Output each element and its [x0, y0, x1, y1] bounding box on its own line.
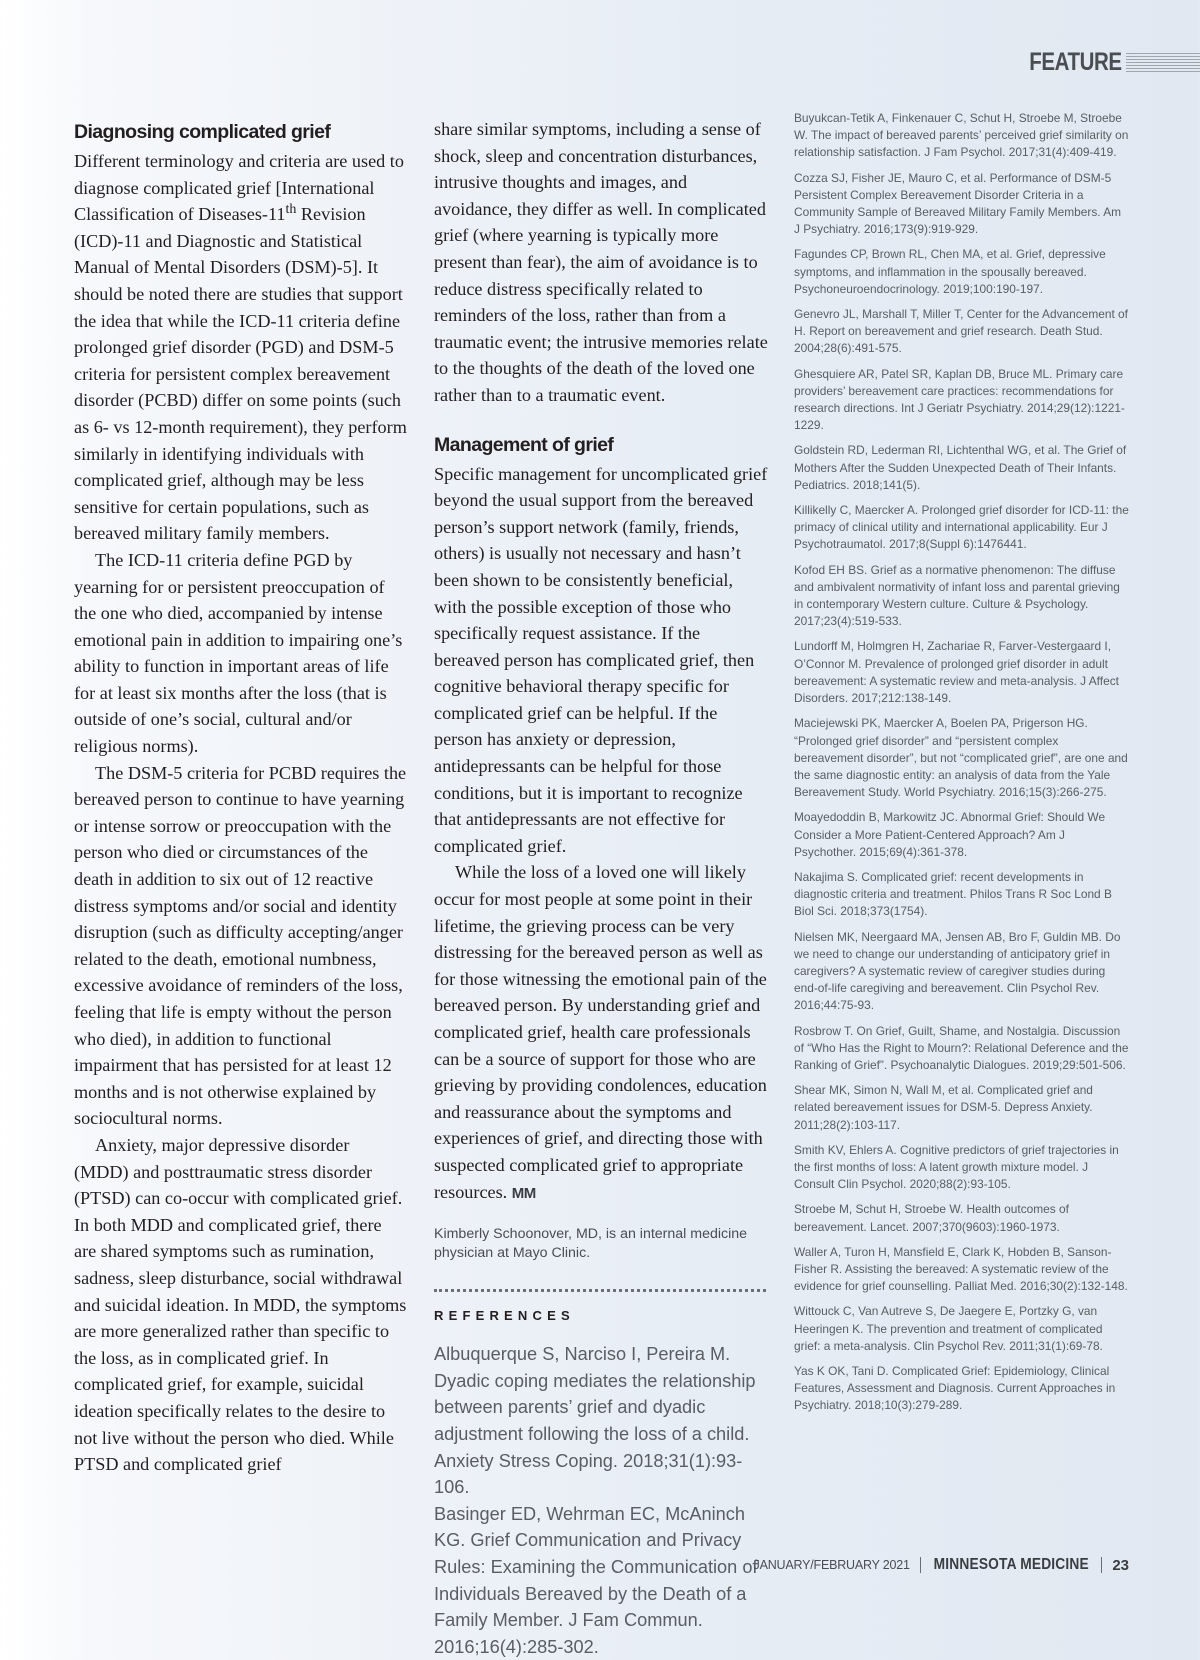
- paragraph: Anxiety, major depressive disorder (MDD) and posttraumatic stress disorder (PTSD) can co-occur with complicated grief. In both MDD and complicated grief, there are shared symptoms such as rumination, sadness, sleep disturbance, social withdrawal and suicidal ideation. In MDD, the symptoms are more generalized rather than specific to the loss, as in complicated grief. In complicated grief, for example, suicidal ideation specifically relates to the desire to not live without the person who died. While PTSD and complicated grief: [74, 1134, 407, 1475]
- author-bio: Kimberly Schoonover, MD, is an internal medicine physician at Mayo Clinic.: [434, 1226, 748, 1262]
- text-run: Revision (ICD)-11 and Diagnostic and Statistical Manual of Mental Disorders (DSM)-5]. It should be noted there are studies that support the idea that while the ICD-11 criteria define prolonged grief disorder (PGD) and DSM-5 criteria for persistent complex bereavement disorder (PCBD) differ on some points (such as 6- vs 12-month requirement), they perform similarly in identifying individuals with complicated grief, although may be less sensitive for certain populations, such as bereaved military family members.: [74, 204, 407, 544]
- publication-name: MINNESOTA MEDICINE: [933, 1556, 1089, 1573]
- reference-item: Buyukcan-Tetik A, Finkenauer C, Schut H, Stroebe M, Stroebe W. The impact of bereaved parents’ perceived grief similarity on relationship satisfaction. J Fam Psychol. 2017;31(4):409-419.: [794, 111, 1129, 160]
- references-heading: REFERENCES: [434, 1308, 575, 1324]
- reference-item: Waller A, Turon H, Mansfield E, Clark K, Hobden B, Sanson-Fisher R. Assisting the bereaved: A systematic review of the evidence for grief counselling. Palliat Med. 2016;30(2):132-148.: [794, 1244, 1128, 1294]
- text-run: Different terminology and criteria are used to diagnose complicated grief [International Classification of Diseases-11: [74, 151, 404, 225]
- paragraph: share similar symptoms, including a sense of shock, sleep and concentration disturbances, intrusive thoughts and images, and avoidance, they differ as well. In complicated grief (where yearning is typically more present than fear), the aim of avoidance is to reduce distress specifically related to reminders of the loss, rather than from a traumatic event; the intrusive memories relate to the thoughts of the death of the loved one rather than to a traumatic event.: [434, 119, 768, 405]
- reference-item: Cozza SJ, Fisher JE, Mauro C, et al. Performance of DSM-5 Persistent Complex Bereavement Disorder Criteria in a Community Sample of Bereaved Military Family Members. Am J Psychiatry. 2016;173(9):919-929.: [794, 170, 1122, 237]
- reference-item: Killikelly C, Maercker A. Prolonged grief disorder for ICD-11: the primacy of clinical utility and international applicability. Eur J Psychotraumatol. 2017;8(Suppl 6):1476441.: [794, 503, 1129, 552]
- text-run: While the loss of a loved one will likely occur for most people at some point in their lifetime, the grieving process can be very distressing for the bereaved person as well as for those witnessing the emotional pain of the bereaved person. By understanding grief and complicated grief, health care professionals can be a source of support for those who are grieving by providing condolences, education and reassurance about the symptoms and experiences of grief, and directing those with suspected complicated grief to appropriate resources.: [434, 862, 767, 1202]
- reference-item: Nielsen MK, Neergaard MA, Jensen AB, Bro F, Guldin MB. Do we need to change our understanding of anticipatory grief in caregivers? A systematic review of caregiver studies during end-of-life caregiving and bereavement. Clin Psychol Rev. 2016;44:75-93.: [794, 929, 1121, 1013]
- paragraph: The ICD-11 criteria define PGD by yearning for or persistent preoccupation of the one who died, accompanied by intense emotional pain in addition to impairing one’s ability to function in important areas of life for at least six months after the loss (that is outside of one’s social, cultural and/or religious norms).: [74, 549, 403, 757]
- reference-item: Kofod EH BS. Grief as a normative phenomenon: The diffuse and ambivalent normativity of infant loss and parental grieving in contemporary Western culture. Culture & Psychology. 2017;23(4):519-533.: [794, 562, 1120, 629]
- reference-item: Nakajima S. Complicated grief: recent developments in diagnostic criteria and treatment. Philos Trans R Soc Lond B Biol Sci. 2018;373(1754).: [794, 869, 1112, 919]
- reference-item: Lundorff M, Holmgren H, Zachariae R, Farver-Vestergaard I, O’Connor M. Prevalence of prolonged grief disorder in adult bereavement: A systematic review and meta-analysis. J Affect Disorders. 2017;212:138-149.: [794, 639, 1119, 706]
- reference-item: Ghesquiere AR, Patel SR, Kaplan DB, Bruce ML. Primary care providers’ bereavement care practices: recommendations for research directions. Int J Geriatr Psychiatry. 2014;29(12):1221-1229.: [794, 366, 1125, 433]
- reference-item: Moayedoddin B, Markowitz JC. Abnormal Grief: Should We Consider a More Patient-Centered Approach? Am J Psychother. 2015;69(4):361-378.: [794, 810, 1106, 859]
- page-number: 23: [1112, 1556, 1129, 1574]
- reference-item: Albuquerque S, Narciso I, Pereira M. Dyadic coping mediates the relationship between parents’ grief and dyadic adjustment following the loss of a child. Anxiety Stress Coping. 2018;31(1):93-106.: [434, 1344, 756, 1498]
- superscript: th: [285, 202, 297, 218]
- reference-item: Basinger ED, Wehrman EC, McAninch KG. Grief Communication and Privacy Rules: Examining the Communication of Individuals Bereaved by the Death of a Family Member. J Fam Commun. 2016;16(4):285-302.: [434, 1503, 758, 1657]
- article-column-1: [74, 116, 408, 1478]
- reference-item: Stroebe M, Schut H, Stroebe W. Health outcomes of bereavement. Lancet. 2007;370(9603):1960-1973.: [794, 1202, 1069, 1234]
- footer-separator: [920, 1557, 921, 1573]
- section-gap: [434, 409, 768, 429]
- reference-item: Maciejewski PK, Maercker A, Boelen PA, Prigerson HG. “Prolonged grief disorder” and “persistent complex bereavement disorder”, but not “complicated grief”, are one and the same diagnostic entity: an analysis of data from the Yale Bereavement Study. World Psychiatry. 2016;15(3):266-275.: [794, 716, 1128, 800]
- page-footer: [754, 1554, 1129, 1576]
- article-column-2: [434, 116, 768, 1660]
- section-label: FEATURE: [1029, 47, 1122, 76]
- end-mark: MM: [511, 1184, 536, 1202]
- section-tag-hatch: [1126, 52, 1200, 72]
- reference-item: Rosbrow T. On Grief, Guilt, Shame, and Nostalgia. Discussion of “Who Has the Right to Mourn?: Relational Deference and the Ranking of Grief”. Psychoanalytic Dialogues. 2019;29:501-506.: [794, 1023, 1129, 1072]
- reference-item: Shear MK, Simon N, Wall M, et al. Complicated grief and related bereavement issues for DSM-5. Depress Anxiety. 2011;28(2):103-117.: [794, 1083, 1093, 1132]
- paragraph: Specific management for uncomplicated grief beyond the usual support from the bereaved person’s support network (family, friends, others) is usually not necessary and hasn’t been shown to be consistently beneficial, with the possible exception of those who specifically request assistance. If the bereaved person has complicated grief, then cognitive behavioral therapy specific for complicated grief can be helpful. If the person has anxiety or depression, antidepressants can be helpful for those conditions, but it is important to recognize that antidepressants are not effective for complicated grief.: [434, 463, 768, 856]
- section-tag: [1009, 48, 1200, 76]
- issue-date: JANUARY/FEBRUARY 2021: [753, 1558, 910, 1572]
- footer-separator: [1101, 1557, 1102, 1573]
- reference-item: Yas K OK, Tani D. Complicated Grief: Epidemiology, Clinical Features, Assessment and Diagnosis. Current Approaches in Psychiatry. 2018;10(3):279-289.: [794, 1364, 1116, 1413]
- paragraph: [434, 859, 768, 1207]
- heading-diagnosing: Diagnosing complicated grief: [74, 121, 331, 143]
- dotted-divider: [434, 1289, 766, 1292]
- reference-item: Smith KV, Ehlers A. Cognitive predictors of grief trajectories in the first months of loss: A latent growth mixture model. J Consult Clin Psychol. 2020;88(2):93-105.: [794, 1142, 1119, 1192]
- reference-item: Fagundes CP, Brown RL, Chen MA, et al. Grief, depressive symptoms, and inflammation in the spousally bereaved. Psychoneuroendocrinology. 2019;100:190-197.: [794, 247, 1106, 296]
- reference-item: Wittouck C, Van Autreve S, De Jaegere E, Portzky G, van Heeringen K. The prevention and treatment of complicated grief: a meta-analysis. Clin Psychol Rev. 2011;31(1):69-78.: [794, 1304, 1103, 1353]
- paragraph: The DSM-5 criteria for PCBD requires the bereaved person to continue to have yearning or intense sorrow or preoccupation with the person who died or circumstances of the death in addition to six out of 12 reactive distress symptoms and/or social and identity disruption (such as difficulty accepting/anger related to the death, emotional numbness, excessive avoidance of reminders of the loss, feeling that life is empty without the person who died), in addition to functional impairment that has persisted for at least 12 months and is not otherwise explained by sociocultural norms.: [74, 762, 407, 1129]
- references-column: [794, 110, 1129, 1423]
- heading-management: Management of grief: [434, 433, 614, 456]
- paragraph: [74, 148, 408, 547]
- reference-item: Genevro JL, Marshall T, Miller T, Center for the Advancement of H. Report on bereavement and grief research. Death Stud. 2004;28(6):491-575.: [794, 307, 1128, 356]
- reference-item: Goldstein RD, Lederman RI, Lichtenthal WG, et al. The Grief of Mothers After the Sudden Unexpected Death of Their Infants. Pediatrics. 2018;141(5).: [794, 443, 1127, 492]
